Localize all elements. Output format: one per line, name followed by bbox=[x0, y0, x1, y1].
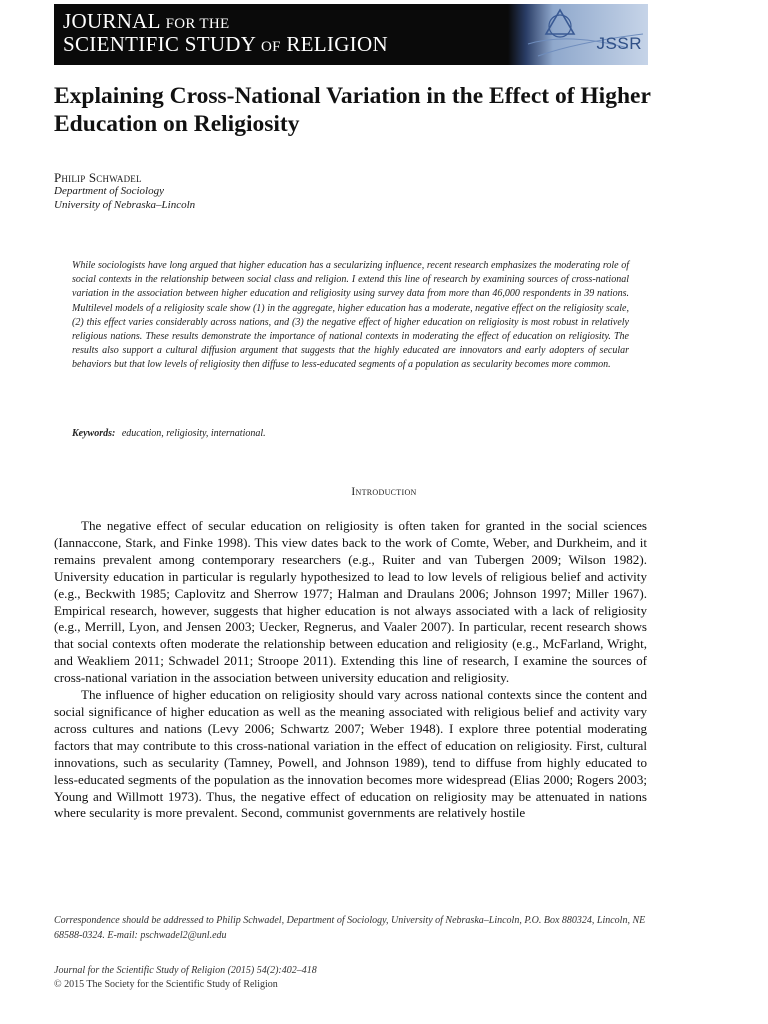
journal-name-part: OF bbox=[261, 39, 281, 55]
paragraph: The influence of higher education on religiosity should vary across national contexts since the content and social significance of higher education as well as the meaning associated with religious belief and activity vary across cultures and nations (Levy 2006; Schwartz 2007; Weber 1948). I explore three potential moderating factors that may contribute to this cross-national variation in the effect of education on religiosity. First, cultural innovations, such as secularity (Tamney, Powell, and Johnson 1989), tend to diffuse from highly educated to less-educated segments of the population as the innovation becomes more widespread (Elias 2000; Rogers 2003; Young and Willmott 1973). Thus, the negative effect of education on religiosity may be attenuated in nations where secularity is more prevalent. Second, communist governments are relatively hostile bbox=[54, 687, 647, 821]
journal-name-part: RELIGION bbox=[286, 32, 388, 56]
keywords-label: Keywords: bbox=[72, 428, 116, 439]
journal-name-part: FOR THE bbox=[165, 16, 230, 32]
keywords bbox=[72, 428, 266, 439]
journal-banner bbox=[54, 4, 648, 65]
journal-name-part: SCIENTIFIC STUDY bbox=[63, 32, 256, 56]
citation-copyright: © 2015 The Society for the Scientific Study of Religion bbox=[54, 978, 278, 990]
correspondence-footnote: Correspondence should be addressed to Philip Schwadel, Department of Sociology, University of Nebraska–Lincoln, P.O. Box 880324, Lincoln, NE 68588-0324. E-mail: pschwadel2@unl.edu bbox=[54, 915, 646, 941]
author-name: Philip Schwadel bbox=[54, 170, 142, 185]
logo-text: JSSR bbox=[596, 34, 642, 53]
affiliation-department: Department of Sociology bbox=[54, 185, 164, 197]
journal-name bbox=[63, 11, 388, 57]
keywords-text: education, religiosity, international. bbox=[121, 428, 266, 439]
affiliation-university: University of Nebraska–Lincoln bbox=[54, 199, 196, 211]
journal-citation bbox=[54, 964, 317, 991]
jssr-logo bbox=[508, 4, 648, 65]
citation-journal-ref: Journal for the Scientific Study of Religion (2015) 54(2):402–418 bbox=[54, 965, 317, 976]
abstract: While sociologists have long argued that higher education has a secularizing influence, recent research emphasizes the moderating role of social contexts in the relationship between social class and religion. I extend this line of research by examining sources of cross-national variation in the association between higher education and religiosity using survey data from more than 46,000 respondents in 39 nations. Multilevel models of a religiosity scale show (1) in the aggregate, higher education has a moderate, negative effect on the religiosity scale, (2) this effect varies considerably across nations, and (3) the negative effect of higher education on religiosity is most robust in relatively religious nations. These results demonstrate the importance of national contexts in moderating the effect of education on religiosity. The results also support a cultural diffusion argument that suggests that the highly educated are innovators and early adopters of secular behaviors but that low levels of religiosity then diffuse to less-educated segments of a population as secularity becomes more common. bbox=[72, 260, 629, 371]
article-title: Explaining Cross-National Variation in the Effect of Higher Education on Religiosity bbox=[54, 83, 651, 137]
section-heading: Introduction bbox=[351, 486, 417, 498]
body-text bbox=[54, 518, 647, 822]
journal-name-part: JOURNAL bbox=[63, 9, 160, 33]
paragraph: The negative effect of secular education on religiosity is often taken for granted in the social sciences (Iannaccone, Stark, and Finke 1998). This view dates back to the work of Comte, Weber, and Durkheim, and it remains prevalent among contemporary researchers (e.g., Ruiter and van Tubergen 2009; Wilson 1982). University education in particular is regularly hypothesized to lead to low levels of religious belief and activity (e.g., Beckwith 1985; Caplovitz and Sherrow 1977; Halman and Draulans 2006; Johnson 1997; Miller 1967). Empirical research, however, suggests that higher education is not always associated with a lack of religiosity (e.g., Merrill, Lyon, and Jensen 2003; Uecker, Regnerus, and Vaaler 2007). In particular, recent research shows that social contexts often moderate the relationship between education and religiosity (e.g., McFarland, Wright, and Weakliem 2011; Schwadel 2011; Stroope 2011). Extending this line of research, I examine the sources of cross-national variation in the association between university education and religiosity. bbox=[54, 518, 647, 686]
